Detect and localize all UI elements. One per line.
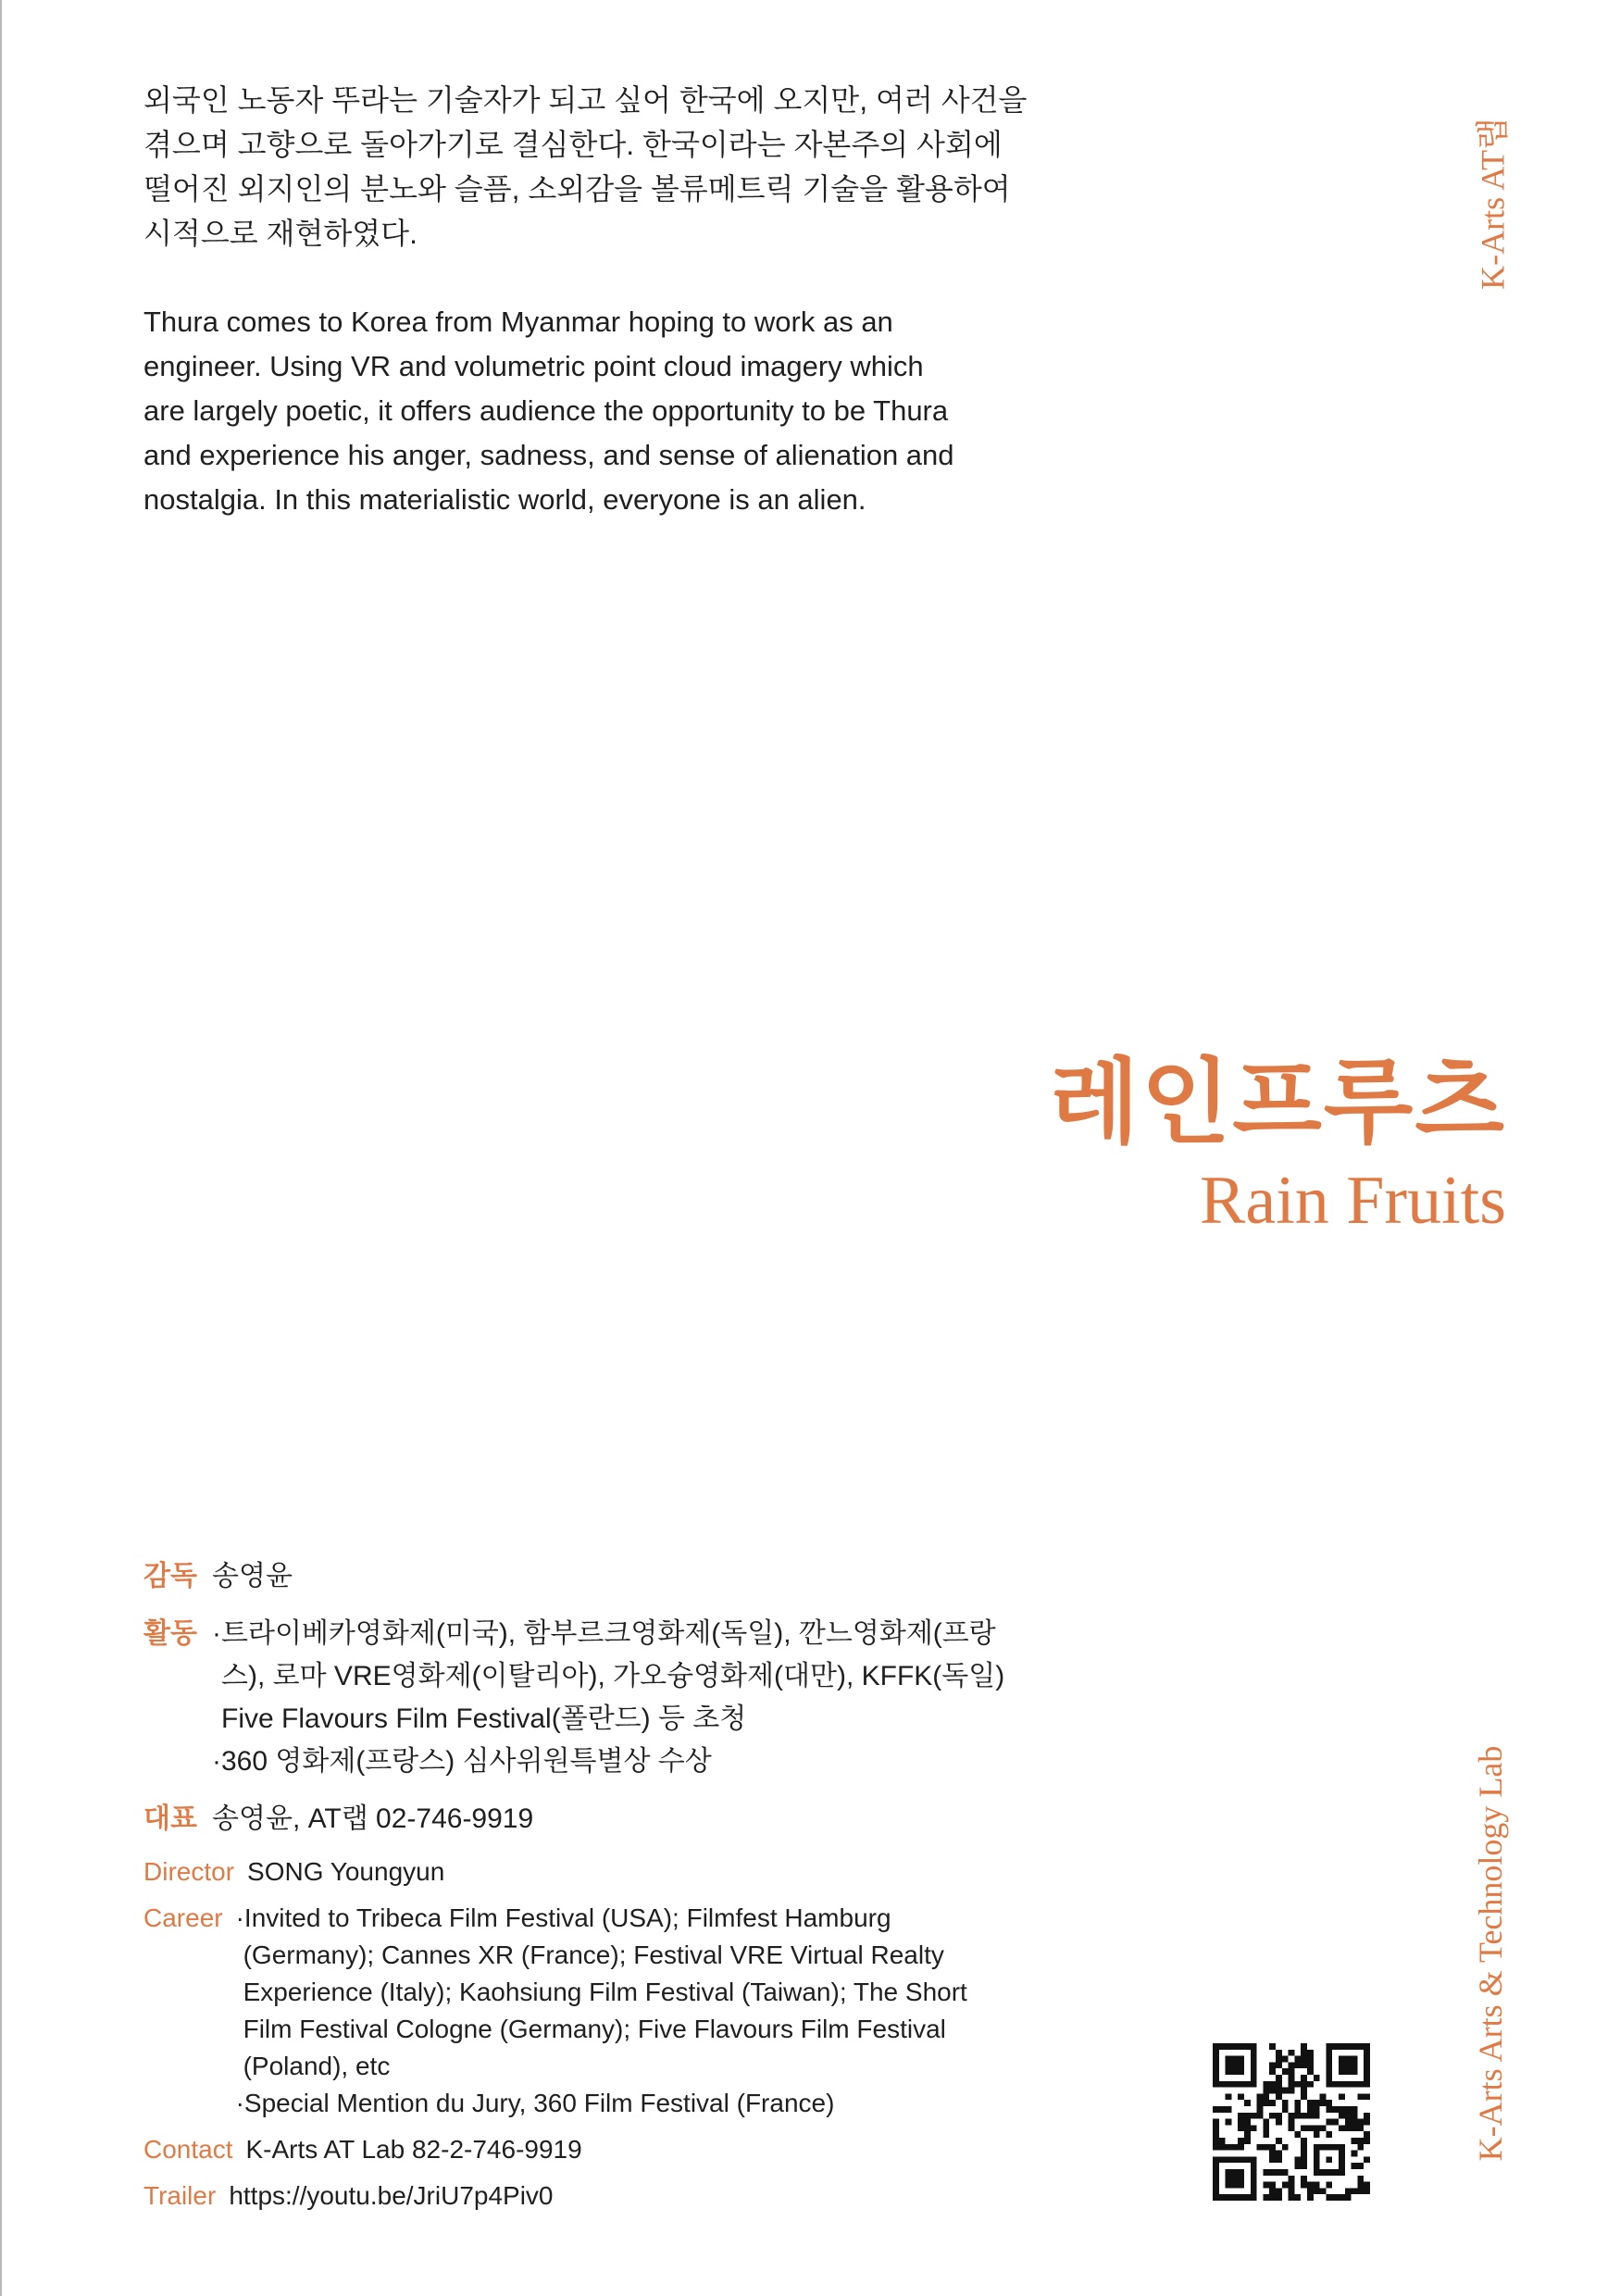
career-label-en: Career [143,1903,223,1932]
description-korean-line: 시적으로 재현하였다. [143,217,417,250]
sidebar-bottom [1472,1703,1509,2203]
description-english [143,300,1032,522]
description-english-line: and experience his anger, sadness, and sense of alienation and [143,439,954,471]
activity-label-ko: 활동 [143,1618,197,1649]
description-korean-line: 떨어진 외지인의 분노와 슬픔, 소외감을 볼류메트릭 기술을 활용하여 [143,172,1011,206]
career-item: ·Special Mention du Jury, 360 Film Festival (France) [235,2089,835,2117]
page-edge-rule [0,0,2,2296]
representative-row-ko [143,1798,1032,1841]
activity-item: ·트라이베카영화제(미국), 함부르크영화제(독일), 깐느영화제(프랑스), 로마 VRE영화제(이탈리아), 가오슝영화제(대만), KFFK(독일) Five Flavours Film Festival(폴란드) 등 초청 [212,1618,1005,1734]
director-label-en: Director [143,1857,235,1886]
trailer-label-en: Trailer [143,2181,217,2210]
description-korean [143,78,1032,256]
sidebar-top-label: K-Arts AT랩 [1474,118,1512,290]
activity-list-ko [212,1613,1027,1783]
contact-row-en [143,2131,1032,2168]
representative-label-ko: 대표 [143,1803,197,1834]
description-english-line: nostalgia. In this materialistic world, everyone is an alien. [143,483,866,516]
description-korean-line: 외국인 노동자 뚜라는 기술자가 되고 싶어 한국에 오지만, 여러 사건을 [143,83,1028,117]
representative-value-ko: 송영윤, AT랩 02-746-9919 [212,1803,534,1834]
activity-row-ko [143,1613,1032,1783]
qr-code [1213,2043,1370,2201]
director-label-ko: 감독 [143,1561,197,1591]
description-korean-line: 겪으며 고향으로 돌아가기로 결심한다. 한국이라는 자본주의 사회에 [143,128,1003,161]
sidebar-bottom-label: K-Arts Arts & Technology Lab [1472,1745,1509,2162]
description-english-line: Thura comes to Korea from Myanmar hoping to work as an [143,306,893,338]
title-english: Rain Fruits [1200,1163,1506,1239]
director-value-ko: 송영윤 [212,1561,293,1591]
trailer-link[interactable]: https://youtu.be/JriU7p4Piv0 [229,2181,554,2210]
career-list-en [236,1900,1004,2122]
trailer-row-en [143,2177,1032,2215]
title-korean: 레인프루츠 [1050,1047,1506,1156]
contact-label-en: Contact [143,2135,233,2164]
contact-value-en: K-Arts AT Lab 82-2-746-9919 [245,2135,582,2164]
description-english-line: engineer. Using VR and volumetric point cloud imagery which [143,350,924,382]
sidebar-top [1472,93,1512,315]
director-row-ko [143,1555,1032,1598]
activity-item: ·360 영화제(프랑스) 심사위원특별상 수상 [212,1746,712,1777]
career-row-en [143,1900,1032,2122]
director-value-en: SONG Youngyun [247,1857,445,1886]
description-english-line: are largely poetic, it offers audience the opportunity to be Thura [143,394,949,427]
credits-section [143,1555,1032,2215]
career-item: ·Invited to Tribeca Film Festival (USA); Filmfest Hamburg (Germany); Cannes XR (France); Festival VRE Virtual Realty Experience (Italy); Kaohsiung Film Festival (Taiwan); The Short Film Festival Cologne (Germany); Five Flavours Film Festival (Poland), etc [235,1903,967,2080]
director-row-en [143,1853,1032,1890]
